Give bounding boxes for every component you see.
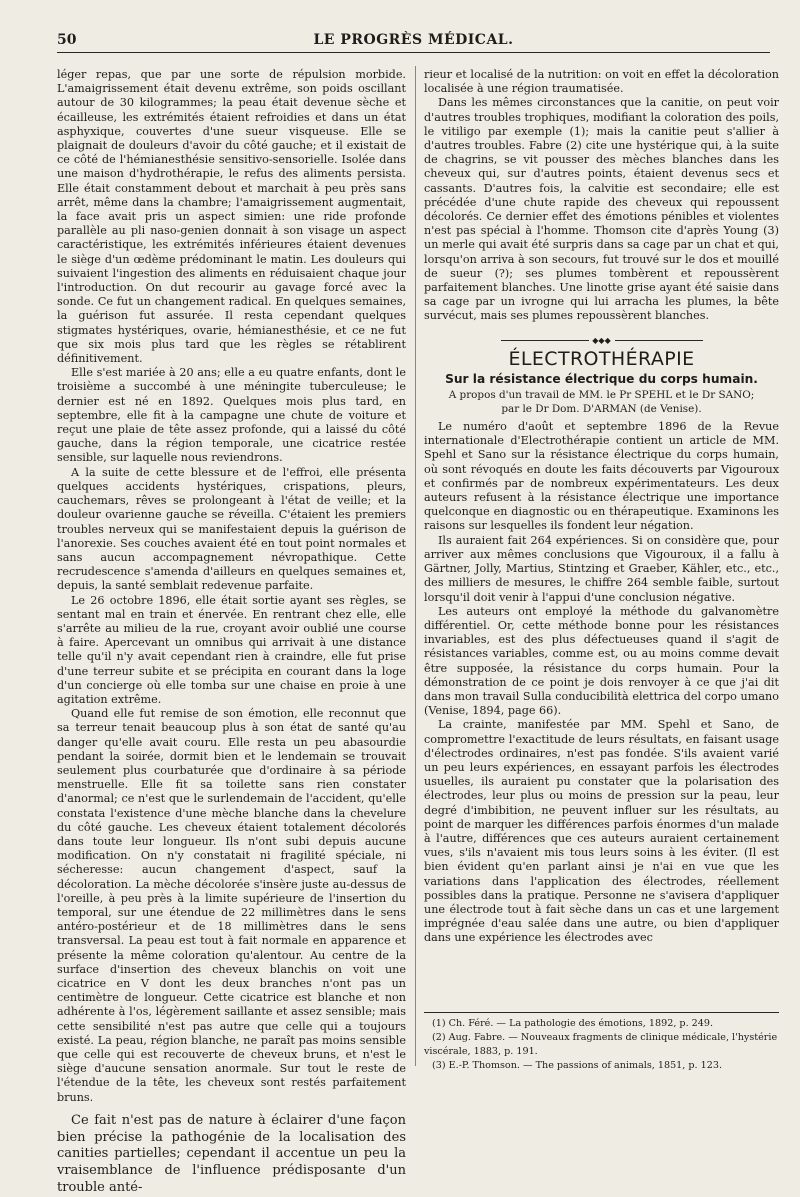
ornamental-divider: ◆◆◆: [424, 336, 779, 346]
paragraph: Elle s'est mariée à 20 ans; elle a eu quatre enfants, dont le troisième a succombé à une méningite tuberculeuse; le dernier est né en 1892. Quelques mois plus tard, en septembre, elle fit à la campagne une chute de voiture et reçut une plaie de tête assez profonde, qui a laissé du côté gauche, dans la région temporale, une cicatrice restée sensible, sur laquelle nous reviendrons.: [57, 366, 406, 465]
paragraph: rieur et localisé de la nutrition: on voit en effet la décoloration localisée à une région traumatisée.: [424, 68, 779, 96]
running-header: [57, 30, 770, 53]
left-column: [57, 68, 406, 1196]
paragraph: A la suite de cette blessure et de l'effroi, elle présenta quelques accidents hystériques, crispations, pleurs, cauchemars, rêves se prolongeant à l'état de veille; et la douleur ovarienne gauche se réveilla. C'étaient les premiers troubles nerveux qui se manifestaient depuis la guérison de l'anorexie. Ses couches avaient été en tout point normales et sans aucun accompagnement névropathique. Cette recrudescence s'amenda d'ailleurs en quelques semaines et, depuis, la santé semblait redevenue parfaite.: [57, 465, 406, 593]
column-divider: [415, 66, 416, 1066]
journal-title: LE PROGRÈS MÉDICAL.: [313, 32, 514, 48]
page-number: 50: [57, 32, 77, 48]
footnote: (2) Aug. Fabre. — Nouveaux fragments de clinique médicale, l'hystérie viscérale, 1883, p. 191.: [424, 1032, 778, 1057]
article-author: par le Dr Dom. D'ARMAN (de Venise).: [501, 403, 702, 416]
paragraph: Le numéro d'août et septembre 1896 de la Revue internationale d'Electrothérapie contient un article de MM. Spehl et Sano sur la résistance électrique du corps humain, où sont révoqués en doute les faits découverts par Vigouroux et confirmés par de nombreux expérimentateurs. Les deux auteurs refusent à la résistance électrique une importance quelconque en diagnostic ou en thérapeutique. Examinons les raisons sur lesquelles ils fondent leur négation.: [424, 420, 779, 533]
article-title: Sur la résistance électrique du corps humain.: [445, 371, 758, 386]
article-byline: A propos d'un travail de MM. le Pr SPEHL et le Dr SANO;: [448, 389, 755, 402]
section-heading: ÉLECTROTHÉRAPIE: [508, 347, 695, 370]
footnote: (3) E.-P. Thomson. — The passions of animals, 1851, p. 123.: [432, 1060, 722, 1071]
paragraph: La crainte, manifestée par MM. Spehl et Sano, de compromettre l'exactitude de leurs résultats, en faisant usage d'électrodes ordinaires, n'est pas fondée. S'ils avaient varié un peu leurs expériences, en essayant parfois les électrodes usuelles, ils auraient pu constater que la polarisation des électrodes, leur plus ou moins de pression sur la peau, leur degré d'imbibition, ne peuvent influer sur les résultats, au point de marquer les différences parfois énormes d'un malade à l'autre, différences que ces auteurs auraient certainement vues, s'ils n'avaient mis tous leurs soins à les éviter. (Il est bien évident qu'en parlant ainsi je n'ai en vue que les variations dans l'application des électrodes, réellement possibles dans la pratique. Personne ne s'avisera d'appliquer une électrode tout à fait sèche dans un cas et une largement imprégnée d'eau salée dans une autre, ou bien d'appliquer dans une expérience les électrodes avec: [424, 718, 779, 945]
footnote: (1) Ch. Féré. — La pathologie des émotions, 1892, p. 249.: [432, 1018, 714, 1029]
footnotes: [424, 1012, 779, 1073]
paragraph: Le 26 octobre 1896, elle était sortie ayant ses règles, se sentant mal en train et énervée. En rentrant chez elle, elle s'arrête au milieu de la rue, croyant avoir oublié une course à faire. Apercevant un omnibus qui arrivait à une distance telle qu'il n'y avait cependant rien à craindre, elle fut prise d'une terreur subite et se précipita en courant dans la loge d'un concierge où elle tomba sur une chaise en proie à une agitation extrême.: [57, 593, 406, 706]
paragraph: Quand elle fut remise de son émotion, elle reconnut que sa terreur tenait beaucoup plus à son état de santé qu'au danger qu'elle avait couru. Elle resta un peu abasourdie pendant la soirée, dormit bien et le lendemain se trouvait seulement plus courbaturée que d'ordinaire à sa période menstruelle. Elle fit sa toilette sans rien constater d'anormal; ce n'est que le surlendemain de l'accident, qu'elle constata l'existence d'une mèche blanche dans la chevelure du côté gauche. Les cheveux étaient totalement décolorés dans toute leur longueur. Ils n'ont subi depuis aucune modification. On n'y constatait ni fragilité spéciale, ni sécheresse: aucun changement d'aspect, sauf la décoloration. La mèche décolorée s'insère juste au-dessus de l'oreille, à peu près à la limite supérieure de l'insertion du temporal, sur une étendue de 22 millimètres dans le sens antéro-postérieur et de 18 millimètres dans le sens transversal. La peau est tout à fait normale en apparence et présente la même coloration qu'alentour. Au centre de la surface d'insertion des cheveux blanchis on voit une cicatrice en V dont les deux branches n'ont pas un centimètre de longueur. Cette cicatrice est blanche et non adhérente à l'os, légèrement saillante et assez sensible; mais cette sensibilité n'est pas autre que celle qui a toujours existé. La peau, région blanche, ne paraît pas moins sensible que celle qui est recouverte de cheveux bruns, et n'est le siège d'aucune sensation anormale. Sur tout le reste de l'étendue de la tête, les cheveux sont restés parfaitement bruns.: [57, 707, 406, 1104]
right-column: [424, 68, 779, 1078]
paragraph: Ils auraient fait 264 expériences. Si on considère que, pour arriver aux mêmes conclusions que Vigouroux, il a fallu à Gärtner, Jolly, Martius, Stintzing et Graeber, Kähler, etc., etc., des milliers de mesures, le chiffre 264 semble faible, surtout lorsqu'il doit venir à l'appui d'une conclusion négative.: [424, 533, 779, 604]
paragraph: léger repas, que par une sorte de répulsion morbide. L'amaigrissement était devenu extrême, son poids oscillant autour de 30 kilogrammes; la peau était devenue sèche et écailleuse, les extrémités étaient refroidies et dans un état asphyxique, couvertes d'une sueur visqueuse. Elle se plaignait de douleurs d'avoir du côté gauche; et il existait de ce côté de l'hémianesthésie sensitivo-sensorielle. Isolée dans une maison d'hydrothérapie, le refus des aliments persista. Elle était constamment debout et marchait à peu près sans arrêt, même dans la chambre; l'amaigrissement augmentait, la face avait pris un aspect simien: une ride profonde parallèle au pli naso-genien donnait à son visage un aspect caractéristique, les extrémités inférieures étaient devenues le siège d'un œdème prédominant le matin. Les douleurs qui suivaient l'ingestion des aliments en réduisaient chaque jour l'introduction. On dut recourir au gavage forcé avec la sonde. Ce fut un changement radical. En quelques semaines, la guérison fut assurée. Il resta cependant quelques stigmates hystériques, ovarie, hémianesthésie, et ce ne fut que six mois plus tard que les règles se rétablirent définitivement.: [57, 68, 406, 366]
paragraph: Les auteurs ont employé la méthode du galvanomètre différentiel. Or, cette méthode bonne pour les résistances invariables, est des plus défectueuses quand il s'agit de résistances variables, comme est, ou au moins comme devait être supposée, la résistance du corps humain. Pour la démonstration de ce point je dois renvoyer à ce que j'ai dit dans mon travail Sulla conducibilità elettrica del corpo umano (Venise, 1894, page 66).: [424, 604, 779, 718]
paragraph: Ce fait n'est pas de nature à éclairer d'une façon bien précise la pathogénie de la localisation des canities partielles; cependant il accentue un peu la vraisemblance de l'influence prédisposante d'un trouble anté-: [57, 1112, 406, 1196]
paragraph: Dans les mêmes circonstances que la canitie, on peut voir d'autres troubles trophiques, modifiant la coloration des poils, le vitiligo par exemple (1); mais la canitie peut s'allier à d'autres troubles. Fabre (2) cite une hystérique qui, à la suite de chagrins, se vit pousser des mèches blanches dans les cheveux qui, sur d'autres points, étaient devenus secs et cassants. D'autres fois, la calvitie est secondaire; elle est précédée d'une chute rapide des cheveux qui repoussent décolorés. Ce dernier effet des émotions pénibles et violentes n'est pas spécial à l'homme. Thomson cite d'après Young (3) un merle qui avait été surpris dans sa cage par un chat et qui, lorsqu'on arriva à son secours, fut trouvé sur le dos et mouillé de sueur (?); ses plumes tombèrent et repoussèrent parfaitement blanches. Une linotte grise ayant été saisie dans sa cage par un ivrogne qui lui arracha les plumes, la bête survécut, mais ses plumes repoussèrent blanches.: [424, 96, 779, 323]
